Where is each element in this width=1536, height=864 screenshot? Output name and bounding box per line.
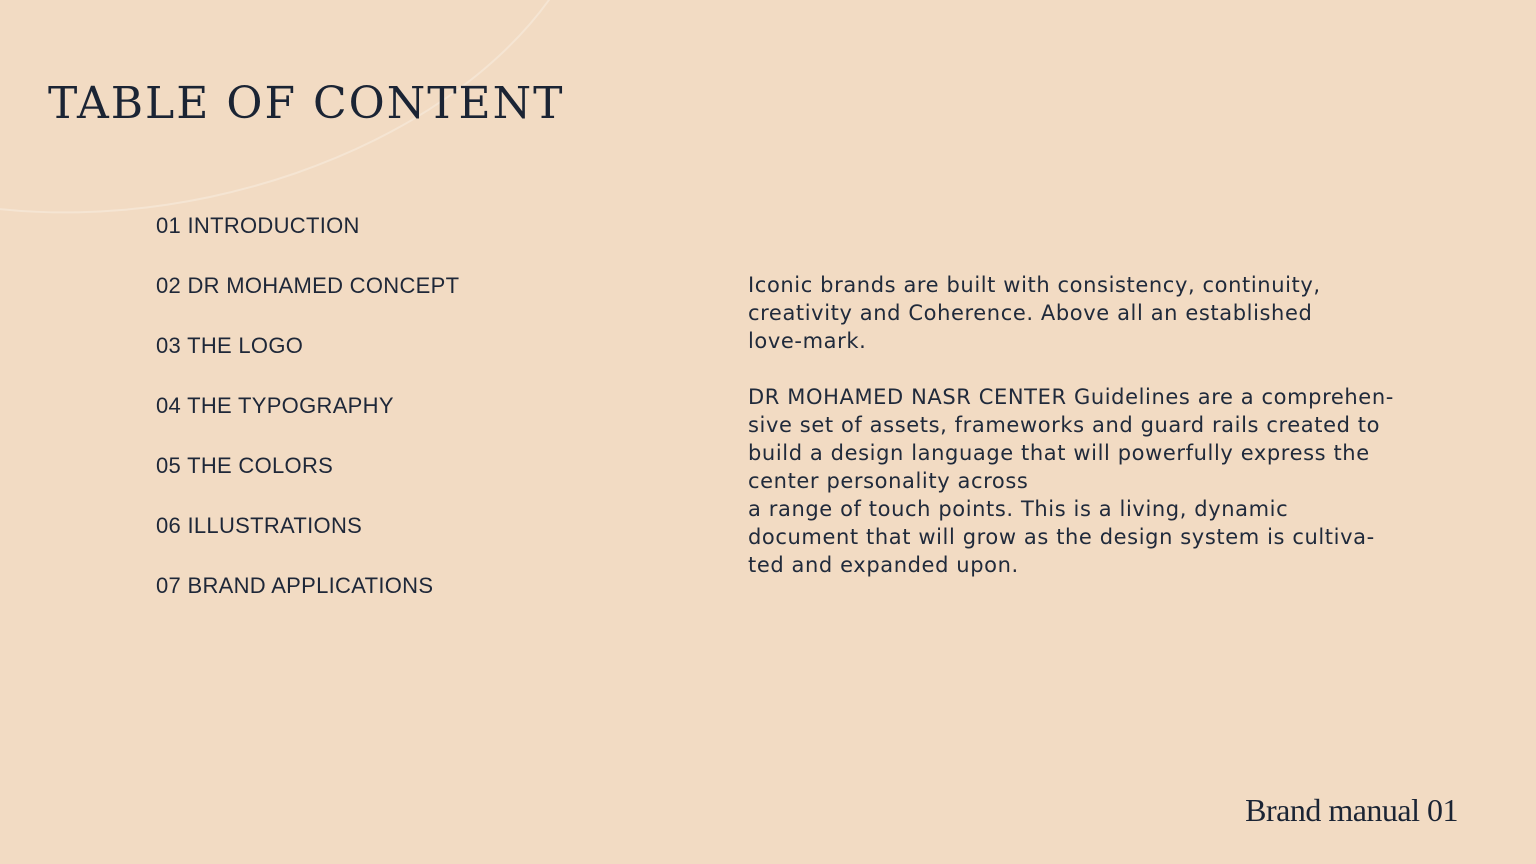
toc-item-introduction[interactable]: 01 INTRODUCTION [156,213,360,238]
toc-item-typography[interactable]: 04 THE TYPOGRAPHY [156,393,394,418]
intro-text-block [748,271,1488,579]
intro-paragraph-1: Iconic brands are built with consistency, continuity, creativity and Coherence. Above all an established love-mark. [748,273,1321,353]
intro-paragraph-2: DR MOHAMED NASR CENTER Guidelines are a comprehen- sive set of assets, frameworks and guard rails created to build a design language that will powerfully express the center personality across a range of touch points. This is a living, dynamic document that will grow as the design system is cultiva- ted and expanded upon. [748,385,1394,577]
toc-item-logo[interactable]: 03 THE LOGO [156,333,304,358]
toc-item-brand-applications[interactable]: 07 BRAND APPLICATIONS [156,573,434,598]
page-title: TABLE OF CONTENT [48,78,565,129]
brand-manual-footer: Brand manual 01 [1245,792,1458,828]
toc-item-colors[interactable]: 05 THE COLORS [156,453,334,478]
toc-item-illustrations[interactable]: 06 ILLUSTRATIONS [156,513,363,538]
table-of-contents [156,206,459,626]
toc-item-concept[interactable]: 02 DR MOHAMED CONCEPT [156,273,460,298]
